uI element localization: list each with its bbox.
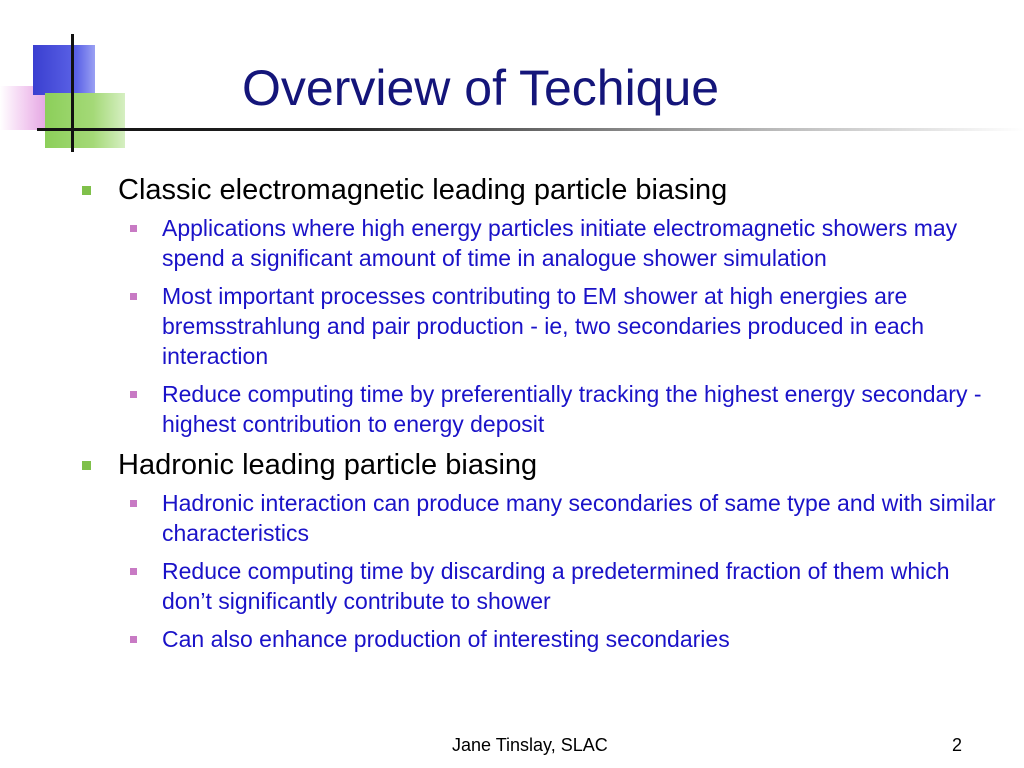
sub-bullet-list bbox=[128, 213, 1002, 439]
bullet-text: Applications where high energy particles initiate electromagnetic showers may spend a significant amount of time in analogue shower simulation bbox=[162, 215, 958, 271]
bullet-text: Hadronic leading particle biasing bbox=[118, 449, 538, 481]
bullet-text: Can also enhance production of interesting secondaries bbox=[162, 626, 730, 652]
square-bullet-icon bbox=[130, 225, 137, 232]
bullet-item-level2 bbox=[128, 213, 1002, 273]
bullet-text: Reduce computing time by preferentially tracking the highest energy secondary - highest contribution to energy deposit bbox=[162, 381, 982, 437]
title-underline-rule bbox=[37, 128, 1024, 131]
square-bullet-icon bbox=[130, 568, 137, 575]
square-bullet-icon bbox=[130, 293, 137, 300]
bullet-item-level2 bbox=[128, 488, 1002, 548]
sub-bullet-list bbox=[128, 488, 1002, 654]
square-bullet-icon bbox=[130, 391, 137, 398]
bullet-item-level1 bbox=[82, 447, 1002, 483]
bullet-item-level2 bbox=[128, 281, 1002, 371]
bullet-text: Reduce computing time by discarding a predetermined fraction of them which don’t significantly contribute to shower bbox=[162, 558, 950, 614]
decorative-blue-square bbox=[33, 45, 95, 95]
bullet-text: Hadronic interaction can produce many secondaries of same type and with similar characteristics bbox=[162, 490, 996, 546]
bullet-text: Most important processes contributing to EM shower at high energies are bremsstrahlung and pair production - ie, two secondaries produced in each interaction bbox=[162, 283, 924, 369]
decorative-green-square bbox=[45, 93, 125, 148]
slide-title: Overview of Techique bbox=[242, 60, 720, 116]
footer-author: Jane Tinslay, SLAC bbox=[452, 735, 608, 755]
bullet-item-level1 bbox=[82, 172, 1002, 208]
bullet-item-level2 bbox=[128, 379, 1002, 439]
slide-number: 2 bbox=[952, 735, 963, 755]
bullet-item-level2 bbox=[128, 624, 1002, 654]
square-bullet-icon bbox=[82, 461, 91, 470]
square-bullet-icon bbox=[130, 500, 137, 507]
decorative-vertical-rule bbox=[71, 34, 74, 152]
bullet-text: Classic electromagnetic leading particle biasing bbox=[118, 174, 728, 206]
square-bullet-icon bbox=[130, 636, 137, 643]
bullet-item-level2 bbox=[128, 556, 1002, 616]
square-bullet-icon bbox=[82, 186, 91, 195]
slide-content bbox=[82, 172, 1002, 662]
